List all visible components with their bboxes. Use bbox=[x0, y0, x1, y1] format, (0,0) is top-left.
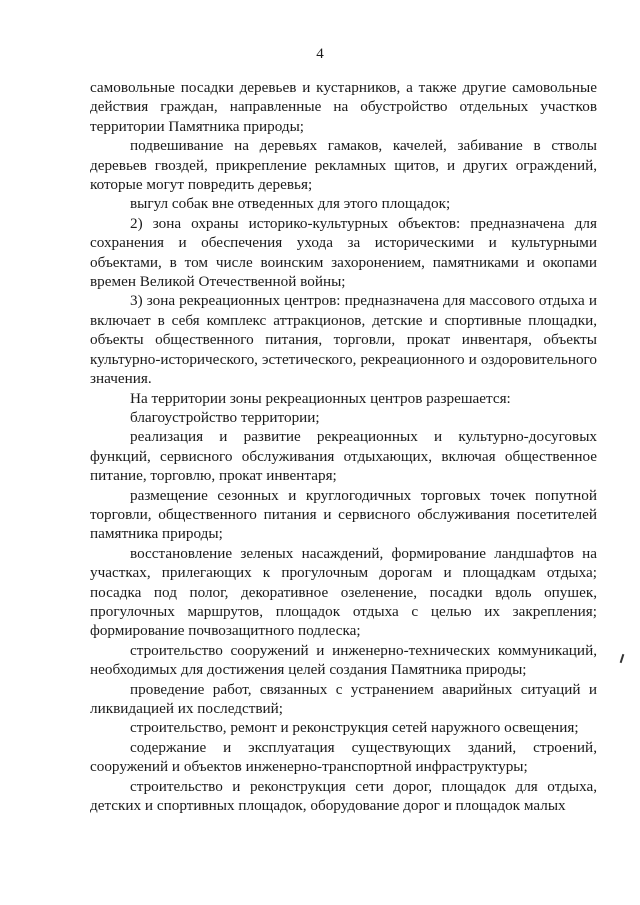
paragraph: восстановление зеленых насаждений, формирование ландшафтов на участках, прилегающих к прогулочным дорогам и площадкам отдыха; посадка под полог, декоративное озеленение, посадки вдоль опушек, прогулочных маршрутов, площадок отдыха с целью их закрепления; формирование почвозащитного подлеска; bbox=[90, 544, 597, 640]
paragraph: самовольные посадки деревьев и кустарников, а также другие самовольные действия граждан, направленные на обустройство отдельных участков территории Памятника природы; bbox=[90, 79, 597, 135]
paragraph: размещение сезонных и круглогодичных торговых точек попутной торговли, общественного питания и сервисного обслуживания посетителей памятника природы; bbox=[90, 486, 597, 543]
paragraph: 2) зона охраны историко-культурных объектов: предназначена для сохранения и обеспечения ухода за историческими и культурными объектами, в том числе воинским захоронением, памятниками и окопами времен Великой Отечественной войны; bbox=[90, 214, 597, 291]
paragraph: На территории зоны рекреационных центров разрешается: bbox=[130, 389, 511, 407]
paragraph: строительство и реконструкция сети дорог, площадок для отдыха, детских и спортивных площадок, оборудование дорог и площадок малых bbox=[90, 777, 597, 815]
paragraph: проведение работ, связанных с устранением аварийных ситуаций и ликвидацией их последствий; bbox=[90, 680, 597, 717]
paragraph: содержание и эксплуатация существующих зданий, строений, сооружений и объектов инженерно-транспортной инфраструктуры; bbox=[90, 738, 597, 776]
document-body bbox=[90, 78, 597, 815]
paragraph: реализация и развитие рекреационных и культурно-досуговых функций, сервисного обслуживания отдыхающих, включая общественное питание, торговлю, прокат инвентаря; bbox=[90, 428, 597, 485]
paragraph: строительство сооружений и инженерно-технических коммуникаций, необходимых для достижения целей создания Памятника природы; bbox=[90, 641, 597, 679]
scan-mark bbox=[620, 654, 625, 663]
paragraph: выгул собак вне отведенных для этого площадок; bbox=[130, 195, 451, 213]
page-number: 4 bbox=[316, 46, 324, 62]
paragraph: подвешивание на деревьях гамаков, качелей, забивание в стволы деревьев гвоздей, прикрепление рекламных щитов, и других ограждений, которые могут повредить деревья; bbox=[90, 137, 597, 194]
paragraph: 3) зона рекреационных центров: предназначена для массового отдыха и включает в себя комплекс аттракционов, детские и спортивные площадки, объекты общественного питания, торговли, прокат инвентаря, объекты культурно-исторического, эстетического, рекреационного и оздоровительного значения. bbox=[90, 292, 597, 388]
paragraph: благоустройство территории; bbox=[130, 408, 320, 426]
paragraph: строительство, ремонт и реконструкция сетей наружного освещения; bbox=[130, 719, 579, 737]
